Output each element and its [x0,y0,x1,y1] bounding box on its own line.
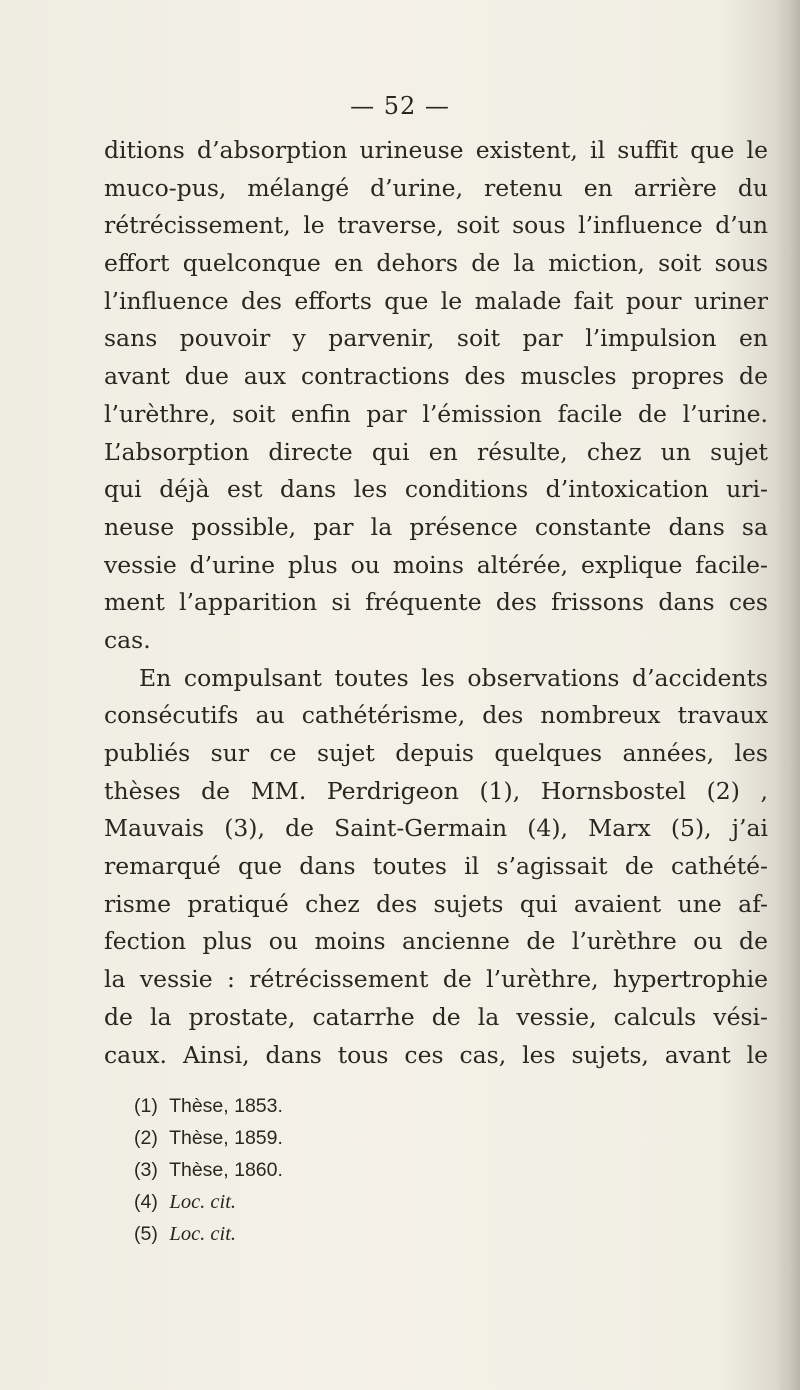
footnote-number: (5) [134,1223,158,1245]
text-line: risme pratiqué chez des sujets qui avaient une af- [104,889,768,918]
footnote-number: (2) [134,1127,158,1149]
text-line: ditions d’absorption urineuse existent, il suffit que le [104,136,768,164]
text-line: cas. [104,625,151,654]
text-line: l’urèthre, soit enfin par l’émission facile de l’urine. [104,399,768,428]
footnote [134,1154,534,1186]
footnote [134,1122,534,1154]
text-line: qui déjà est dans les conditions d’intoxication uri- [104,475,768,504]
text-line: Mauvais (3), de Saint-Germain (4), Marx (5), j’ai [104,814,768,843]
text-line: thèses de MM. Perdrigeon (1), Hornsbostel (2) , [104,776,768,805]
page-number: — 52 — [350,92,450,120]
paragraph-2 [104,660,768,1075]
footnote-reference: Thèse, 1853. [169,1095,283,1117]
footnote-reference: Loc. cit. [169,1223,237,1245]
text-line: L’absorption directe qui en résulte, chez un sujet [104,437,768,466]
text-line: En compulsant toutes les observations d’accidents [139,663,768,692]
text-line: caux. Ainsi, dans tous ces cas, les sujets, avant le [104,1040,768,1069]
text-line: effort quelconque en dehors de la miction, soit sous [104,249,768,278]
text-line: consécutifs au cathétérisme, des nombreux travaux [104,701,768,730]
text-line: sans pouvoir y parvenir, soit par l’impulsion en [104,324,768,353]
footnote-number: (4) [134,1191,158,1213]
footnote [134,1218,534,1250]
text-line: remarqué que dans toutes il s’agissait de cathété- [104,852,768,881]
text-line: publiés sur ce sujet depuis quelques années, les [104,739,768,767]
text-line: la vessie : rétrécissement de l’urèthre, hypertrophie [104,965,768,994]
text-line: ment l’apparition si fréquente des frissons dans ces [104,588,768,617]
text-line: fection plus ou moins ancienne de l’urèthre ou de [104,927,768,956]
footnote [134,1090,534,1122]
paragraph-1 [104,132,768,660]
footnotes [134,1090,534,1250]
text-line: avant due aux contractions des muscles propres de [104,362,768,391]
footnote-number: (1) [134,1095,158,1117]
footnote-reference: Thèse, 1859. [169,1127,283,1149]
footnote-reference: Loc. cit. [169,1191,237,1213]
footnote-number: (3) [134,1159,158,1181]
text-line: neuse possible, par la présence constante dans sa [104,512,768,541]
text-line: muco-pus, mélangé d’urine, retenu en arrière du [104,173,768,202]
page-edge-shadow [778,0,800,1390]
footnote-reference: Thèse, 1860. [169,1159,283,1181]
text-line: vessie d’urine plus ou moins altérée, explique facile- [104,550,768,579]
text-line: de la prostate, catarrhe de la vessie, calculs vési- [104,1002,768,1031]
text-line: l’influence des efforts que le malade fait pour uriner [104,286,768,315]
body-text [104,132,768,1074]
text-line: rétrécissement, le traverse, soit sous l’influence d’un [104,211,768,240]
footnote [134,1186,534,1218]
